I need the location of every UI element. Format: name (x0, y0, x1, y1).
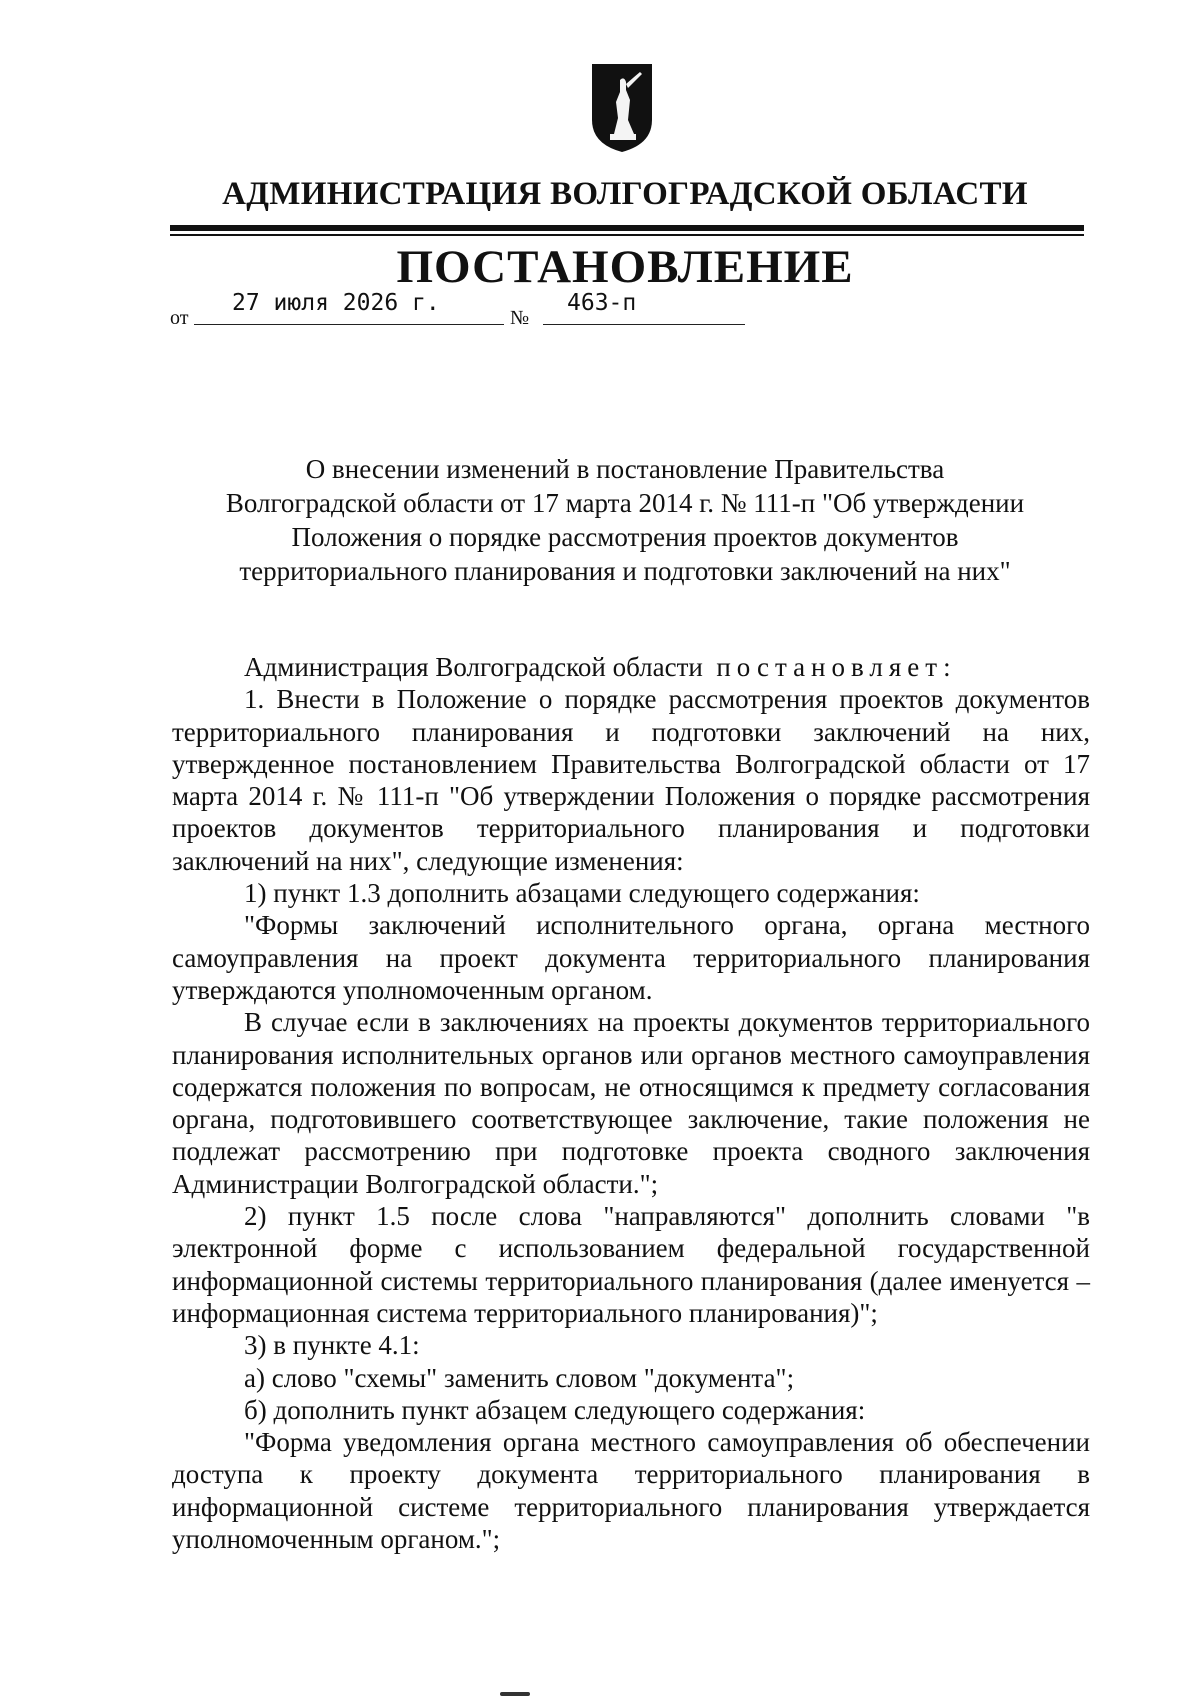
subject-line: Положения о порядке рассмотрения проектов документов (291, 522, 959, 552)
document-date: 27 июля 2026 г. (232, 290, 440, 316)
header-rule-thick (170, 225, 1084, 231)
body-paragraph: 1. Внести в Положение о порядке рассмотрения проектов документов территориального планирования и подготовки заключений на них, утвержденное постановлением Правительства Волгоградской области от 17 марта 2014 г. № 111-п "Об утверждении Положения о порядке рассмотрения проектов документов территориального планирования и подготовки заключений на них", следующие изменения: (172, 684, 1090, 876)
header-rule-thin (170, 234, 1084, 236)
document-number: 463-п (567, 290, 637, 316)
subject-line: территориального планирования и подготовки заключений на них" (239, 556, 1011, 586)
body-paragraph: б) дополнить пункт абзацем следующего содержания: (244, 1394, 866, 1425)
preamble (172, 651, 1090, 683)
organization-title: АДМИНИСТРАЦИЯ ВОЛГОГРАДСКОЙ ОБЛАСТИ (222, 176, 1028, 212)
preamble-verb: постановляет: (716, 652, 957, 682)
body-paragraph: "Формы заключений исполнительного органа, органа местного самоуправления на проект документа территориального планирования утверждаются уполномоченным органом. (172, 910, 1090, 1005)
body-paragraph: а) слово "схемы" заменить словом "документа"; (244, 1362, 795, 1393)
subject-line: Волгоградской области от 17 марта 2014 г. № 111-п "Об утверждении (225, 488, 1025, 518)
body-paragraph: 2) пункт 1.5 после слова "направляются" дополнить словами "в электронной форме с использованием федеральной государственной информационной системы территориального планирования (далее именуется – информационная система территориального планирования)"; (172, 1201, 1090, 1328)
document-body (172, 651, 1090, 1555)
subject-line: О внесении изменений в постановление Правительства (305, 454, 945, 484)
date-label: от (170, 307, 189, 329)
body-paragraph: 3) в пункте 4.1: (244, 1330, 420, 1361)
body-paragraph: 1) пункт 1.3 дополнить абзацами следующего содержания: (244, 878, 920, 909)
body-paragraph: "Форма уведомления органа местного самоуправления об обеспечении доступа к проекту документа территориального планирования в информационной системе территориального планирования утверждается уполномоченным органом."; (172, 1427, 1090, 1555)
document-type-heading: ПОСТАНОВЛЕНИЕ (396, 241, 854, 293)
scan-mark (500, 1692, 530, 1696)
body-paragraph: В случае если в заключениях на проекты документов территориального планирования исполнительных органов или органов местного самоуправления содержатся положения по вопросам, не относящимся к предмету согласования органа, подготовившего соответствующее заключение, такие положения не подлежат рассмотрению при подготовке проекта сводного заключения Администрации Волгоградской области."; (172, 1007, 1090, 1199)
number-label: № (510, 307, 530, 329)
preamble-text: Администрация Волгоградской области (244, 652, 703, 682)
coat-of-arms-icon (590, 60, 654, 155)
document-subject (170, 452, 1080, 588)
date-underline (194, 324, 504, 325)
number-underline (543, 324, 745, 325)
